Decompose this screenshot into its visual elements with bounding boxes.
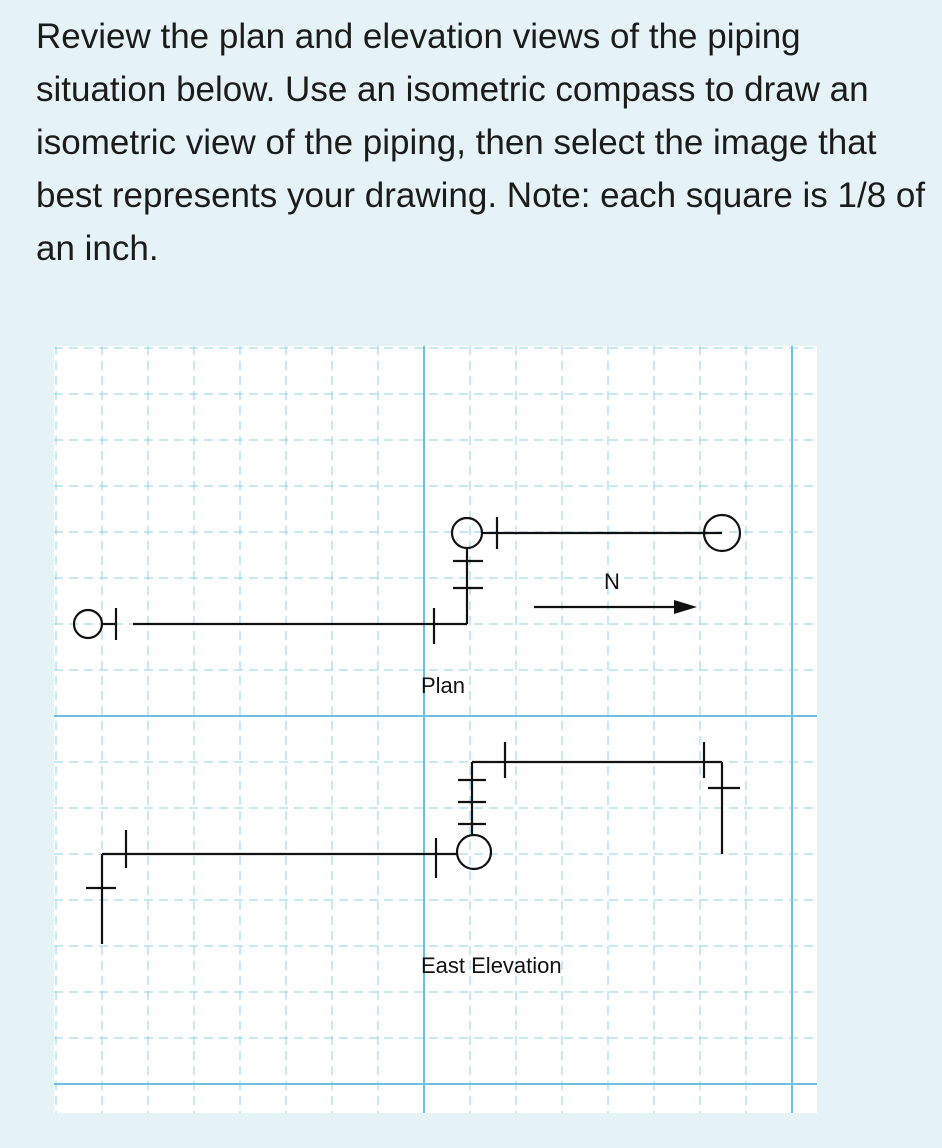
grid-paper	[54, 346, 817, 1113]
north-arrow-head	[674, 600, 697, 614]
north-arrow	[534, 600, 697, 614]
elevation-end-view-symbol	[457, 835, 491, 869]
east-elevation-view	[86, 742, 740, 944]
question-text: Review the plan and elevation views of the piping situation below. Use an isometric compass to draw an isometric view of the piping, then select the image that best represents your drawing. Note: each square is 1/8 of an inch.	[36, 17, 926, 268]
north-label: N	[604, 569, 620, 594]
plan-turn-up-symbol	[452, 518, 482, 548]
plan-label: Plan	[421, 673, 466, 698]
piping-drawing	[54, 346, 817, 1113]
plan-view	[74, 515, 740, 644]
east-elevation-label: East Elevation	[421, 953, 562, 978]
piping-figure	[54, 346, 817, 1113]
